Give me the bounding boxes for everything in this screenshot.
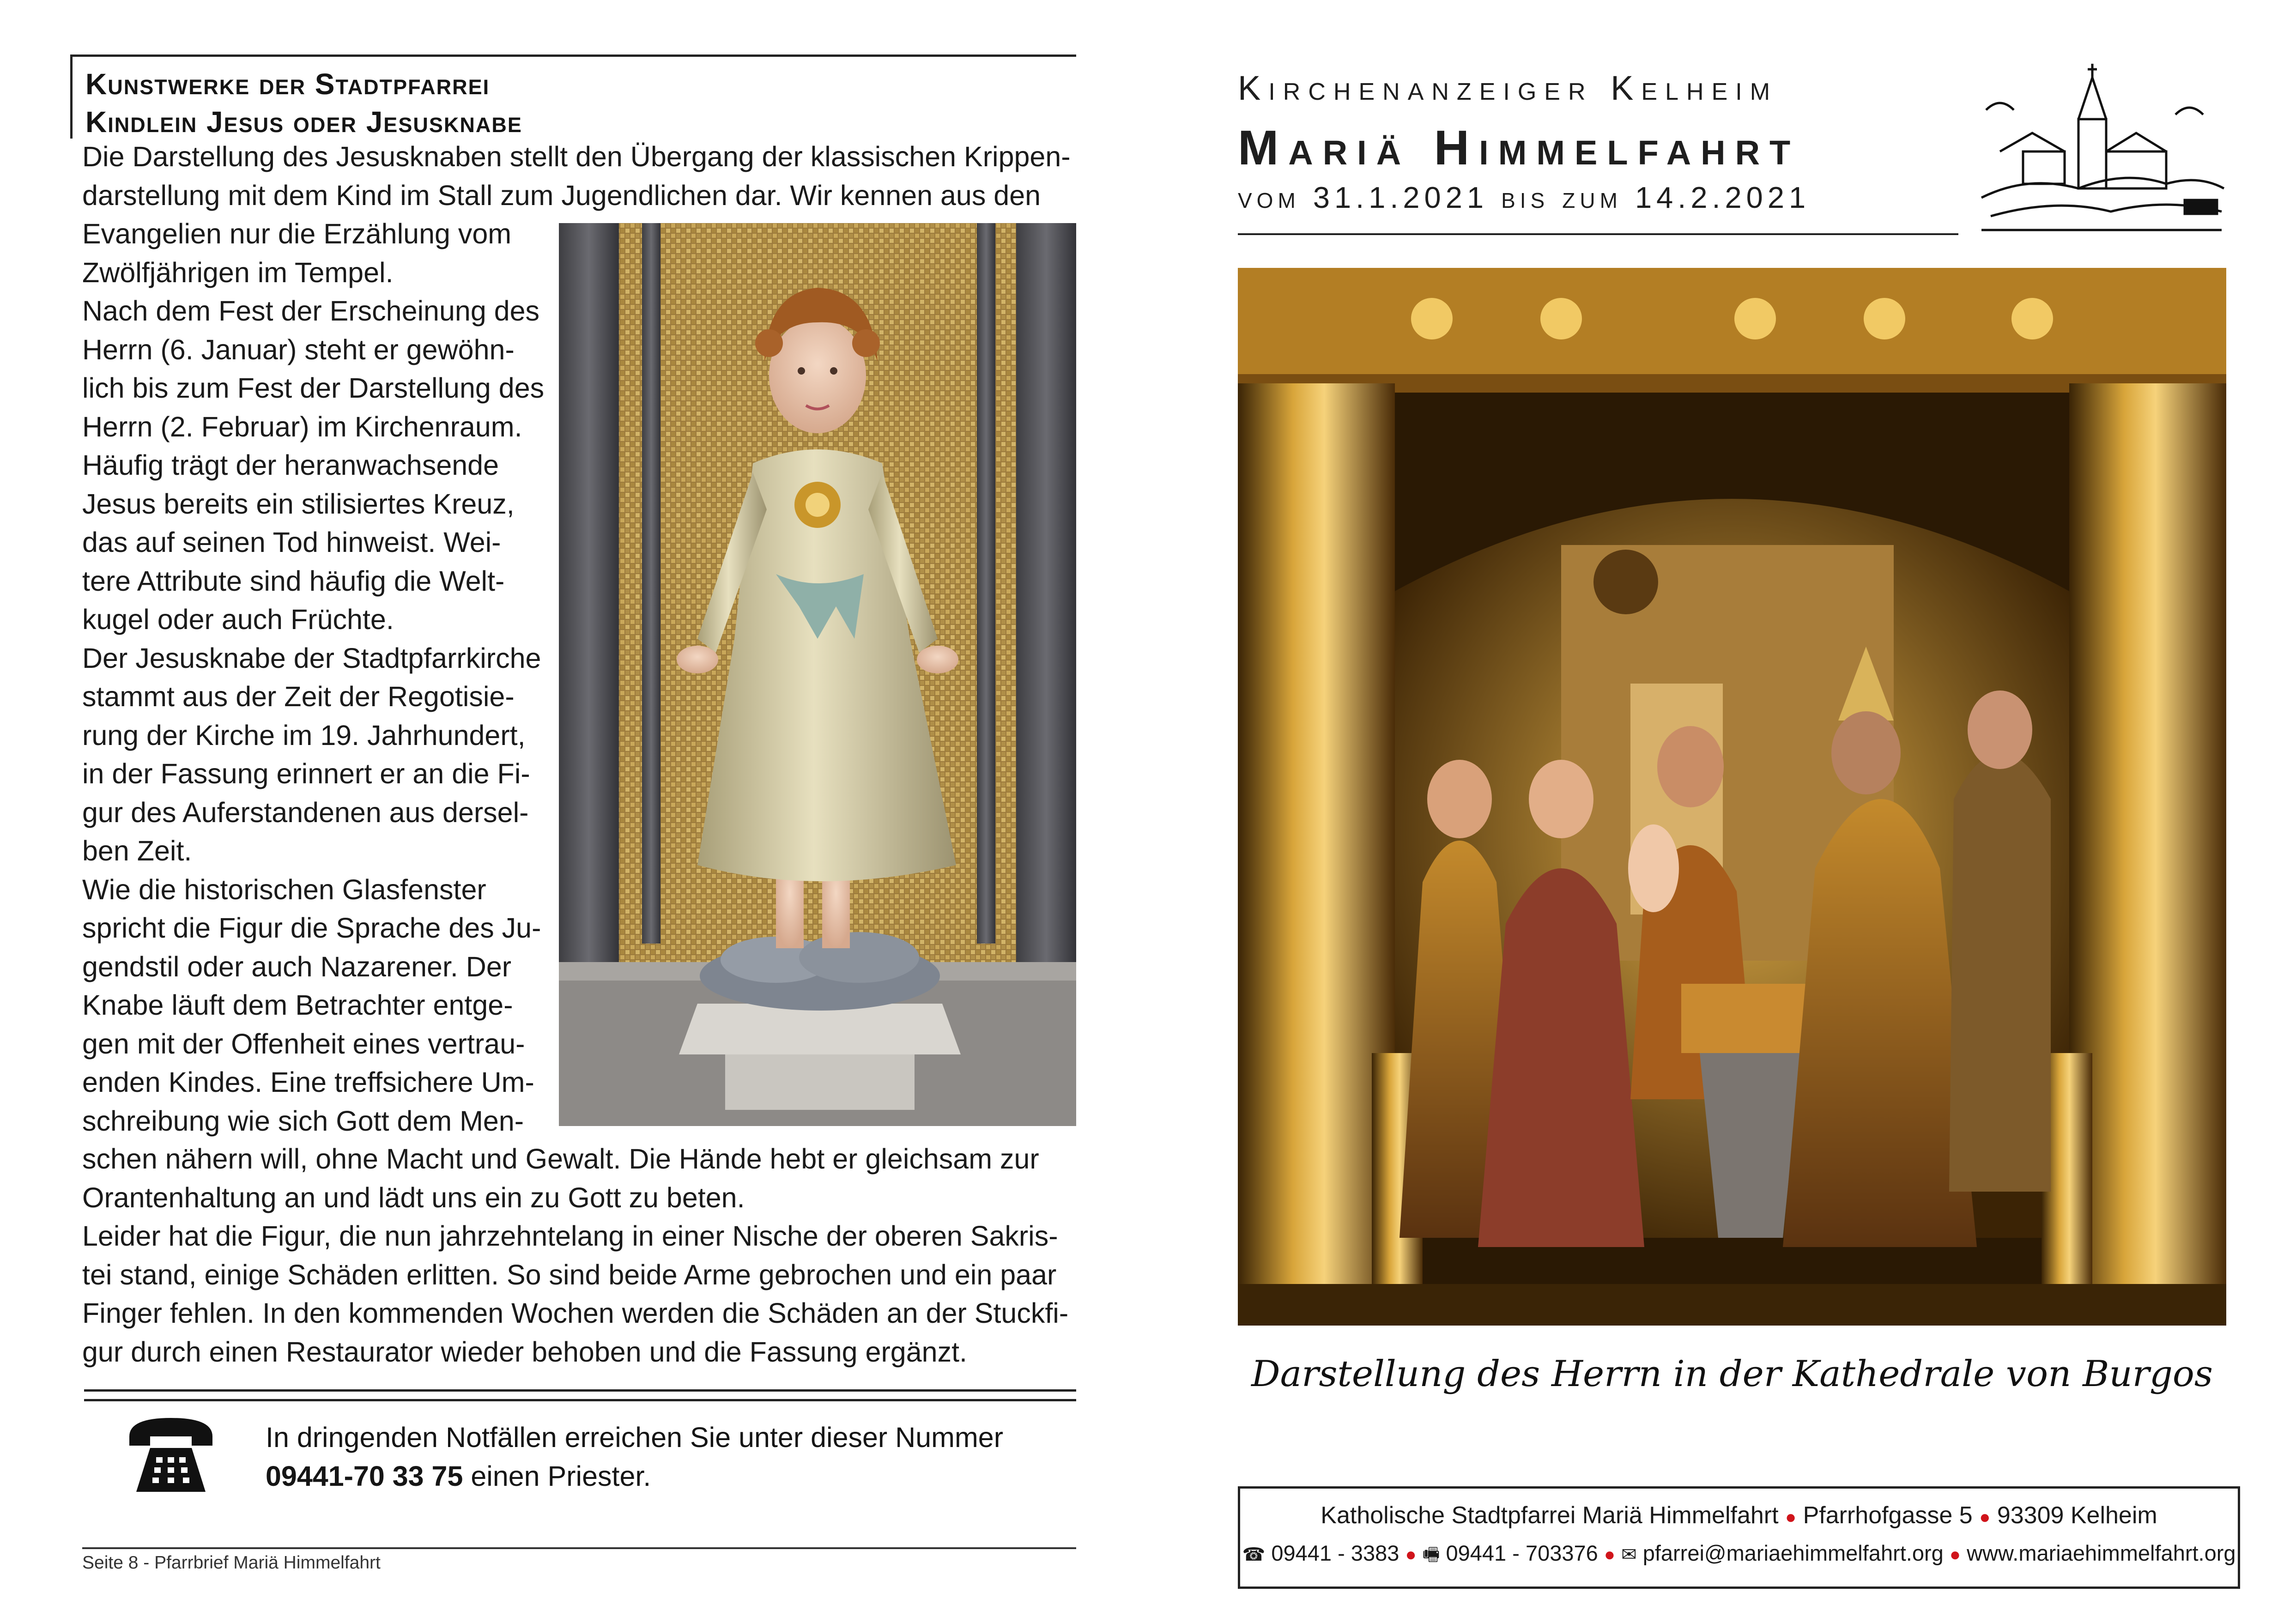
text-line: ben Zeit. bbox=[82, 835, 192, 866]
bullet-icon: ● bbox=[1949, 1544, 1961, 1565]
text-line: kugel oder auch Früchte. bbox=[82, 604, 394, 635]
text-line: Der Jesusknabe der Stadtpfarrkirche bbox=[82, 642, 541, 674]
text-line: Nach dem Fest der Erscheinung des bbox=[82, 295, 540, 327]
text-line: Herrn (6. Januar) steht er gewöhn- bbox=[82, 333, 515, 365]
burgos-altar-photo bbox=[1238, 268, 2226, 1326]
heading-line-2: Kindlein Jesus oder Jesusknabe bbox=[85, 105, 522, 139]
text-line: in der Fassung erinnert er an die Fi- bbox=[82, 758, 530, 789]
telephone-icon bbox=[125, 1413, 217, 1496]
bullet-icon: ● bbox=[1979, 1507, 1991, 1527]
text-line: Jesus bereits ein stilisiertes Kreuz, bbox=[82, 488, 515, 520]
text-line: Zwölfjährigen im Tempel. bbox=[82, 256, 394, 288]
text-line: gendstil oder auch Nazarener. Der bbox=[82, 951, 512, 982]
emergency-line-2-rest: einen Priester. bbox=[463, 1460, 651, 1492]
text-line: Häufig trägt der heranwachsende bbox=[82, 449, 499, 481]
text-line: Knabe läuft dem Betrachter entge- bbox=[82, 989, 513, 1021]
fax-number: 09441 - 703376 bbox=[1446, 1541, 1598, 1565]
text-line: Finger fehlen. In den kommenden Wochen werden die Schäden an der Stuckfi- bbox=[82, 1297, 1069, 1329]
text-line: gur durch einen Restaurator wieder behoben und die Fassung ergänzt. bbox=[82, 1336, 967, 1368]
text-line: gur des Auferstandenen aus dersel- bbox=[82, 796, 529, 828]
bullet-icon: ● bbox=[1785, 1507, 1797, 1527]
text-line: gen mit der Offenheit eines vertrau- bbox=[82, 1028, 525, 1060]
text-line: rung der Kirche im 19. Jahrhundert, bbox=[82, 719, 526, 751]
text-line: Herrn (2. Februar) im Kirchenraum. bbox=[82, 411, 522, 442]
text-line: stammt aus der Zeit der Regotisie- bbox=[82, 681, 515, 712]
heading-line-1: Kunstwerke der Stadtpfarrei bbox=[85, 67, 490, 101]
footer-rule bbox=[82, 1547, 1076, 1549]
bullet-icon: ● bbox=[1604, 1544, 1616, 1565]
emergency-notice bbox=[266, 1418, 1003, 1496]
text-line: das auf seinen Tod hinweist. Wei- bbox=[82, 527, 501, 558]
text-line: lich bis zum Fest der Darstellung des bbox=[82, 372, 545, 404]
text-line: spricht die Figur die Sprache des Ju- bbox=[82, 912, 541, 944]
street-address: Pfarrhofgasse 5 bbox=[1803, 1502, 1973, 1529]
text-line: tei stand, einige Schäden erlitten. So sind beide Arme gebrochen und ein paar bbox=[82, 1259, 1057, 1290]
address-line-1 bbox=[1240, 1502, 2238, 1529]
parish-name: Katholische Stadtpfarrei Mariä Himmelfahrt bbox=[1321, 1502, 1779, 1529]
emergency-line-2 bbox=[266, 1457, 1003, 1496]
text-line: Die Darstellung des Jesusknaben stellt den Übergang der klassischen Krippen- bbox=[82, 141, 1071, 172]
page-footer: Seite 8 - Pfarrbrief Mariä Himmelfahrt bbox=[82, 1553, 381, 1573]
text-line: Evangelien nur die Erzählung vom bbox=[82, 218, 512, 249]
closing-paragraph bbox=[82, 1140, 1075, 1371]
postal-city: 93309 Kelheim bbox=[1997, 1502, 2157, 1529]
masthead-date-range: vom 31.1.2021 bis zum 14.2.2021 bbox=[1238, 181, 1811, 214]
intro-paragraph bbox=[82, 138, 1075, 215]
masthead-title: Mariä Himmelfahrt bbox=[1238, 121, 1800, 175]
church-sketch-logo bbox=[1972, 59, 2231, 239]
text-line: darstellung mit dem Kind im Stall zum Jugendlichen dar. Wir kennen aus den bbox=[82, 179, 1041, 211]
jesus-statue-photo bbox=[559, 223, 1076, 1126]
text-line: Leider hat die Figur, die nun jahrzehntelang in einer Nische der oberen Sakris- bbox=[82, 1220, 1058, 1252]
text-line: schen nähern will, ohne Macht und Gewalt. Die Hände hebt er gleichsam zur bbox=[82, 1143, 1039, 1175]
email-icon: ✉ bbox=[1621, 1544, 1637, 1565]
text-line: tere Attribute sind häufig die Welt- bbox=[82, 565, 505, 597]
masthead-rule bbox=[1238, 233, 1958, 235]
parish-address-box bbox=[1238, 1486, 2240, 1589]
address-line-2 bbox=[1240, 1540, 2238, 1573]
phone-number[interactable]: 09441 - 3383 bbox=[1271, 1541, 1399, 1565]
masthead-kicker: Kirchenanzeiger Kelheim bbox=[1238, 69, 1778, 107]
text-line: Wie die historischen Glasfenster bbox=[82, 873, 486, 905]
bullet-icon: ● bbox=[1405, 1544, 1417, 1565]
text-line: Orantenhaltung an und lädt uns ein zu Gott zu beten. bbox=[82, 1181, 745, 1213]
photo-caption: Darstellung des Herrn in der Kathedrale von Burgos bbox=[1251, 1353, 2213, 1395]
emergency-line-1: In dringenden Notfällen erreichen Sie unter dieser Nummer bbox=[266, 1422, 1004, 1453]
emergency-phone-number[interactable]: 09441-70 33 75 bbox=[266, 1460, 463, 1492]
fax-icon: 🖷 bbox=[1422, 1544, 1440, 1565]
website-link[interactable]: www.mariaehimmelfahrt.org bbox=[1967, 1541, 2236, 1565]
email-address[interactable]: pfarrei@mariaehimmelfahrt.org bbox=[1642, 1541, 1944, 1565]
text-line: enden Kindes. Eine treffsichere Um- bbox=[82, 1066, 534, 1098]
telephone-icon: ☎ bbox=[1242, 1544, 1266, 1565]
double-rule-divider bbox=[84, 1389, 1076, 1401]
narrow-column-text bbox=[82, 215, 553, 1140]
text-line: schreibung wie sich Gott dem Men- bbox=[82, 1105, 524, 1137]
article-heading bbox=[70, 55, 1076, 139]
